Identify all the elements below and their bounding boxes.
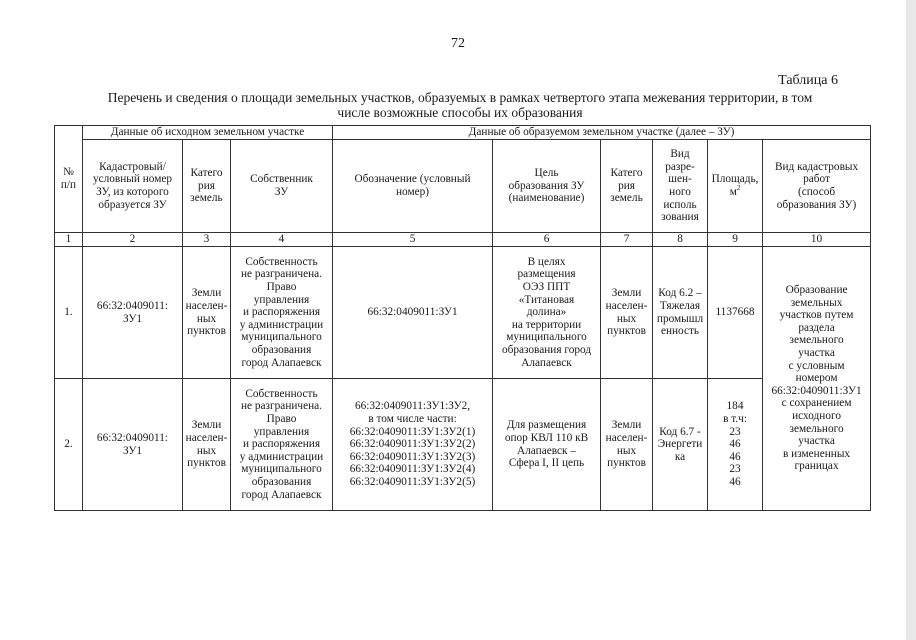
row-category-src: Земли населен- ных пунктов — [183, 379, 231, 511]
row-category-src: Земли населен- ных пунктов — [183, 247, 231, 379]
header-group-row — [55, 126, 871, 140]
header-owner: Собственник ЗУ — [231, 140, 333, 233]
col-number: 6 — [493, 233, 601, 247]
col-number: 8 — [653, 233, 708, 247]
col-number: 3 — [183, 233, 231, 247]
header-row — [55, 140, 871, 233]
table-label: Таблица 6 — [778, 73, 838, 88]
row-permitted-use: Код 6.2 – Тяжелая промышл енность — [653, 247, 708, 379]
page-number: 72 — [451, 36, 465, 51]
column-number-row — [55, 233, 871, 247]
header-group-source: Данные об исходном земельном участке — [83, 126, 333, 140]
header-cadastral: Кадастровый/ условный номер ЗУ, из которого образуется ЗУ — [83, 140, 183, 233]
header-area-unit-sup: 2 — [736, 184, 741, 193]
header-category-new: Катего рия земель — [601, 140, 653, 233]
header-designation: Обозначение (условный номер) — [333, 140, 493, 233]
row-designation: 66:32:0409011:ЗУ1:ЗУ2, в том числе части: 66:32:0409011:ЗУ1:ЗУ2(1) 66:32:0409011:ЗУ1:ЗУ2(2) 66:32:0409011:ЗУ1:ЗУ2(3) 66:32:0409011:ЗУ1:ЗУ2(4) 66:32:0409011:ЗУ1:ЗУ2(5) — [333, 379, 493, 511]
row-purpose: В целях размещения ОЭЗ ППТ «Титановая долина» на территории муниципального образования город Алапаевск — [493, 247, 601, 379]
header-category-src: Катего рия земель — [183, 140, 231, 233]
header-area — [708, 140, 763, 233]
header-cadastral-works: Вид кадастровых работ (способ образования ЗУ) — [763, 140, 871, 233]
col-number: 5 — [333, 233, 493, 247]
row-num: 1. — [55, 247, 83, 379]
row-category-new: Земли населен- ных пунктов — [601, 247, 653, 379]
row-owner: Собственность не разграничена. Право управления и распоряжения у администрации муниципального образования город Алапаевск — [231, 379, 333, 511]
header-group-formed: Данные об образуемом земельном участке (далее – ЗУ) — [333, 126, 871, 140]
header-num: № п/п — [55, 126, 83, 233]
header-area-label: Площадь, м — [711, 173, 759, 198]
row-area: 184 в т.ч: 23 46 46 23 46 — [708, 379, 763, 511]
col-number: 10 — [763, 233, 871, 247]
row-category-new: Земли населен- ных пунктов — [601, 379, 653, 511]
row-area: 1137668 — [708, 247, 763, 379]
row-owner: Собственность не разграничена. Право управления и распоряжения у администрации муниципального образования город Алапаевск — [231, 247, 333, 379]
document-title: Перечень и сведения о площади земельных участков, образуемых в рамках четвертого этапа межевания территории, в том числе возможные способы их образования — [107, 90, 813, 120]
table-row — [55, 379, 871, 511]
row-cadastral: 66:32:0409011: ЗУ1 — [83, 247, 183, 379]
col-number: 9 — [708, 233, 763, 247]
row-permitted-use: Код 6.7 - Энергети ка — [653, 379, 708, 511]
page-edge-shadow — [906, 0, 916, 640]
row-purpose: Для размещения опор КВЛ 110 кВ Алапаевск – Сфера I, II цепь — [493, 379, 601, 511]
col-number: 7 — [601, 233, 653, 247]
cadastral-works-cell: Образование земельных участков путем раздела земельного участка с условным номером 66:32:0409011:ЗУ1 с сохранением исходного земельного участка в измененных границах — [763, 247, 871, 511]
header-permitted-use: Вид разре- шен- ного исполь зования — [653, 140, 708, 233]
row-num: 2. — [55, 379, 83, 511]
header-purpose: Цель образования ЗУ (наименование) — [493, 140, 601, 233]
row-designation: 66:32:0409011:ЗУ1 — [333, 247, 493, 379]
col-number: 1 — [55, 233, 83, 247]
col-number: 4 — [231, 233, 333, 247]
table-row — [55, 247, 871, 379]
col-number: 2 — [83, 233, 183, 247]
land-plots-table — [54, 125, 871, 511]
row-cadastral: 66:32:0409011: ЗУ1 — [83, 379, 183, 511]
